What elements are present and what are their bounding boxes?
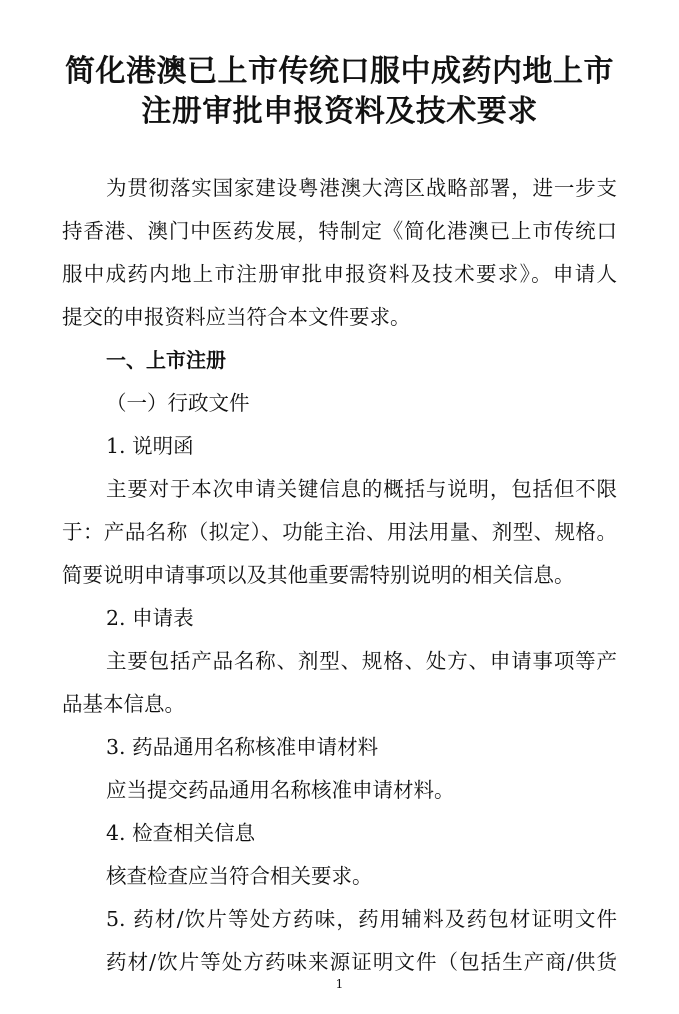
item-4-label: 4. 检查相关信息 — [106, 821, 256, 845]
intro-line-3: 服中成药内地上市注册审批申报资料及技术要求》。申请人 — [62, 262, 617, 286]
item-4-body-line-1: 核查检查应当符合相关要求。 — [106, 864, 373, 888]
item-3-body-line-1: 应当提交药品通用名称核准申请材料。 — [106, 778, 455, 802]
title-line-2: 注册审批申报资料及技术要求 — [141, 94, 538, 129]
item-2-body-line-2: 品基本信息。 — [62, 692, 185, 716]
item-1-body-line-3: 简要说明申请事项以及其他重要需特别说明的相关信息。 — [62, 563, 575, 587]
section-heading: 一、上市注册 — [106, 348, 226, 372]
intro-line-4: 提交的申报资料应当符合本文件要求。 — [62, 305, 411, 329]
intro-line-1: 为贯彻落实国家建设粤港澳大湾区战略部署，进一步支 — [106, 176, 617, 200]
title-line-1: 简化港澳已上市传统口服中成药内地上市 — [65, 54, 614, 89]
item-1-label: 1. 说明函 — [106, 434, 194, 458]
subsection-heading: （一）行政文件 — [106, 391, 250, 415]
page-number: 1 — [335, 977, 344, 991]
item-1-body-line-2: 于：产品名称（拟定）、功能主治、用法用量、剂型、规格。 — [62, 520, 617, 544]
item-2-body-line-1: 主要包括产品名称、剂型、规格、处方、申请事项等产 — [106, 649, 617, 673]
item-3-label: 3. 药品通用名称核准申请材料 — [106, 735, 379, 759]
intro-line-2: 持香港、澳门中医药发展，特制定《简化港澳已上市传统口 — [62, 219, 617, 243]
item-2-label: 2. 申请表 — [106, 606, 194, 630]
item-5-body-line-1: 药材/饮片等处方药味来源证明文件（包括生产商/供货 — [106, 950, 617, 974]
item-1-body-line-1: 主要对于本次申请关键信息的概括与说明，包括但不限 — [106, 477, 617, 501]
item-5-label: 5. 药材/饮片等处方药味，药用辅料及药包材证明文件 — [106, 907, 617, 931]
